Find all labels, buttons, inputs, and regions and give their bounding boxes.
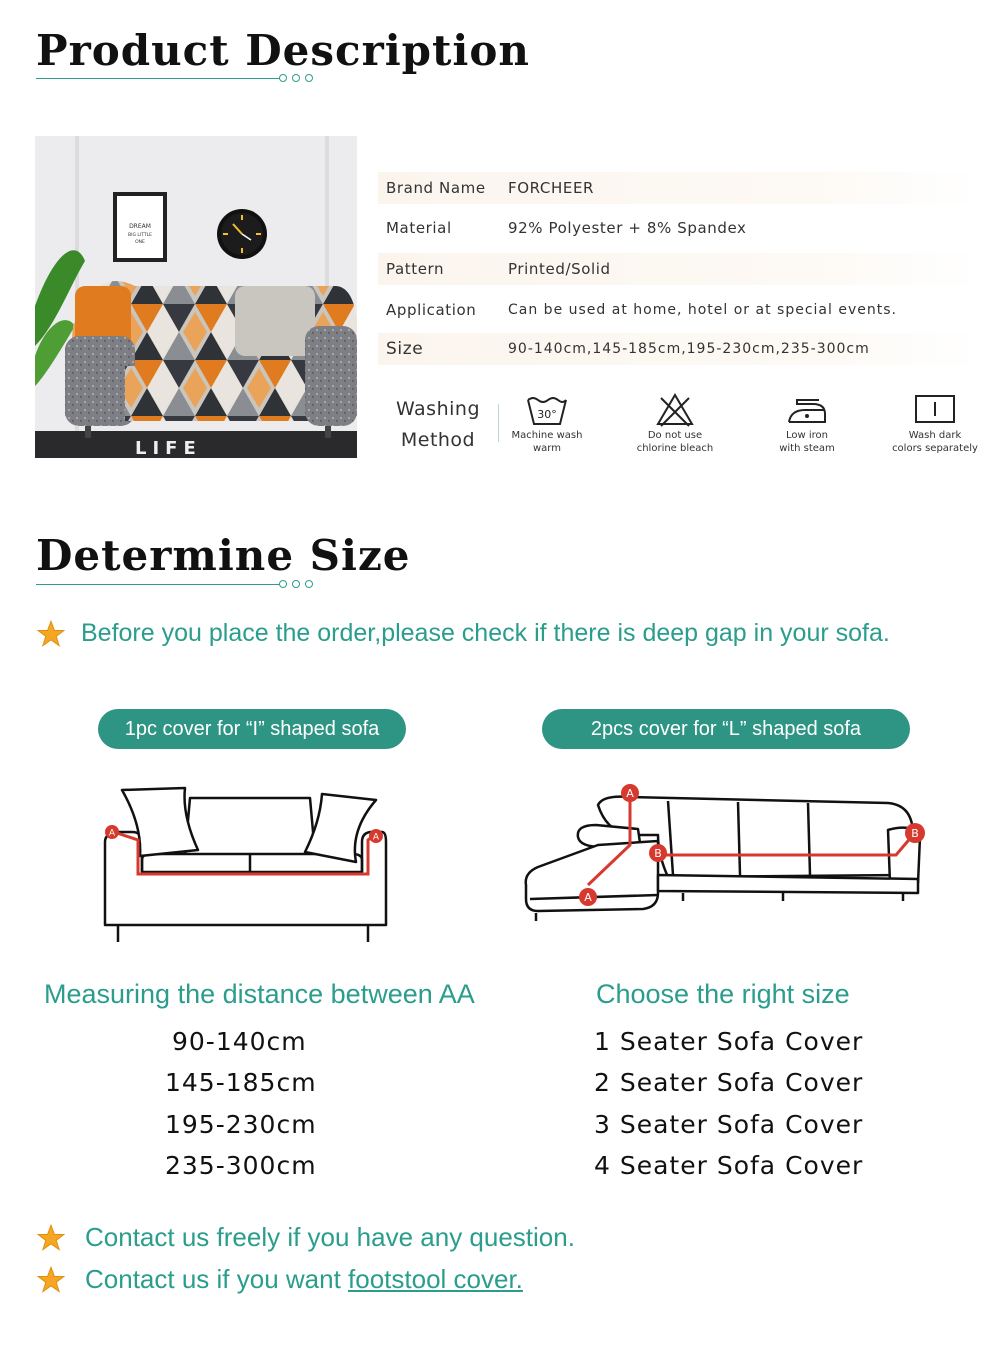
- title-dots: [279, 580, 313, 588]
- marker-b: B: [654, 847, 662, 860]
- product-photo: [35, 136, 357, 458]
- machine-wash-30-icon: [525, 392, 569, 428]
- size-option: 90-140cm: [172, 1027, 307, 1056]
- contact-note-footstool: [37, 1264, 523, 1295]
- spec-row-application: [378, 294, 982, 326]
- wash-caption-line1: Do not use: [647, 430, 703, 441]
- i-shape-heading: Measuring the distance between AA: [44, 979, 475, 1009]
- wash-item-bleach: [620, 392, 730, 454]
- frame-text-1: DREAM: [129, 223, 151, 230]
- wash-item-iron: [752, 392, 862, 454]
- seater-option: 1 Seater Sofa Cover: [594, 1027, 864, 1056]
- iron-low-icon: [785, 392, 829, 428]
- size-option: 195-230cm: [165, 1110, 317, 1139]
- washing-label-line2: Method: [400, 429, 476, 451]
- spec-row-material: [378, 212, 982, 244]
- seater-option: 2 Seater Sofa Cover: [594, 1068, 864, 1097]
- footstool-cover-link[interactable]: footstool cover.: [348, 1264, 523, 1294]
- star-icon: [37, 620, 65, 648]
- spec-row-brand: [378, 172, 982, 204]
- spec-value: 90-140cm,145-185cm,195-230cm,235-300cm: [508, 341, 870, 357]
- star-icon: [37, 1224, 65, 1252]
- spec-row-size: [378, 333, 982, 365]
- spec-value: FORCHEER: [508, 179, 595, 197]
- floor-text: LIFE: [135, 438, 202, 458]
- title-underline: [36, 584, 280, 585]
- contact-note-text: Contact us freely if you have any question.: [85, 1222, 575, 1252]
- section-title-product-description: Product Description: [36, 26, 530, 75]
- spec-label: Brand Name: [386, 179, 486, 197]
- washing-label-line1: Washing: [395, 398, 481, 420]
- wash-caption-line1: Wash dark: [908, 430, 962, 441]
- spec-value: 92% Polyester + 8% Spandex: [508, 219, 747, 237]
- gap-note-text: Before you place the order,please check if there is deep gap in your sofa.: [81, 619, 890, 647]
- seater-option: 4 Seater Sofa Cover: [594, 1151, 864, 1180]
- marker-b: B: [911, 827, 919, 840]
- spec-label: Material: [386, 219, 452, 237]
- seater-option: 3 Seater Sofa Cover: [594, 1110, 864, 1139]
- marker-a: A: [372, 832, 380, 843]
- l-shaped-sofa-diagram: [518, 775, 938, 935]
- spec-label: Pattern: [386, 260, 445, 278]
- wash-caption-line2: warm: [533, 443, 561, 454]
- frame-text-3: ONE: [135, 240, 145, 245]
- wash-caption-line2: chlorine bleach: [636, 443, 714, 454]
- no-bleach-icon: [653, 392, 697, 428]
- spec-value: Printed/Solid: [508, 260, 611, 278]
- wash-temp: 30°: [537, 408, 557, 421]
- marker-a: A: [626, 787, 634, 800]
- l-shape-heading: Choose the right size: [596, 979, 850, 1009]
- wash-item-machine: [492, 392, 602, 454]
- pill-l-shaped: 2pcs cover for “L” shaped sofa: [542, 709, 910, 749]
- size-option: 145-185cm: [165, 1068, 317, 1097]
- marker-a: A: [108, 828, 116, 839]
- wash-item-dark: [880, 392, 990, 454]
- section-title-determine-size: Determine Size: [36, 531, 411, 580]
- spec-value: Can be used at home, hotel or at special events.: [508, 302, 897, 318]
- gap-note: [37, 619, 890, 648]
- contact-note-prefix: Contact us if you want: [85, 1264, 349, 1294]
- wash-dark-separately-icon: [913, 392, 957, 428]
- wash-caption-line1: Low iron: [786, 430, 828, 441]
- washing-method-label: [393, 394, 483, 456]
- wash-caption-line1: Machine wash: [511, 430, 583, 441]
- spec-row-pattern: [378, 253, 982, 285]
- marker-a: A: [584, 891, 592, 904]
- spec-label: Size: [386, 339, 424, 359]
- size-option: 235-300cm: [165, 1151, 317, 1180]
- title-dots: [279, 74, 313, 82]
- title-underline: [36, 78, 280, 79]
- contact-note-question: [37, 1222, 575, 1253]
- wash-caption-line2: colors separately: [892, 443, 978, 454]
- wash-caption-line2: with steam: [779, 443, 835, 454]
- i-shaped-sofa-diagram: [100, 780, 400, 950]
- spec-label: Application: [386, 301, 477, 319]
- pill-i-shaped: 1pc cover for “I” shaped sofa: [98, 709, 406, 749]
- frame-text-2: BIG LITTLE: [128, 233, 152, 238]
- star-icon: [37, 1266, 65, 1294]
